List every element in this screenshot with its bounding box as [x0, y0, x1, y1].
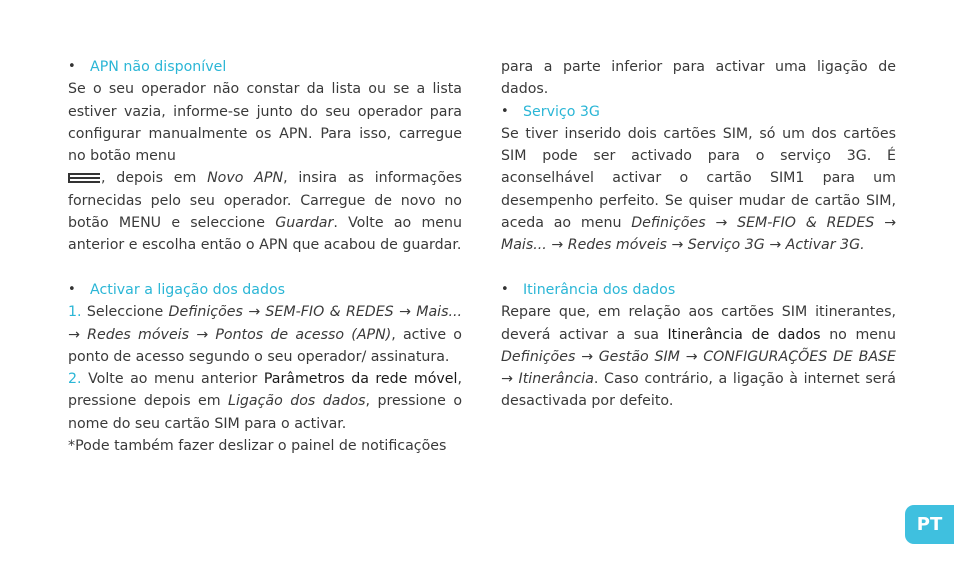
- text: . Volte ao menu anterior e escolha então o APN que acabou de guardar.: [68, 215, 463, 254]
- bullet: •: [68, 281, 76, 297]
- text: . Caso contrário, a ligação à internet será desactivada por defeito.: [501, 371, 896, 410]
- itin-heading-text: Itinerância dos dados: [523, 281, 676, 298]
- text: , active o ponto de acesso segundo o seu operador/ assinatura.: [68, 326, 462, 365]
- itin-paragraph: [501, 301, 896, 412]
- apn-heading-text: APN não disponível: [90, 59, 227, 75]
- left-column: [68, 56, 462, 457]
- continuation: para a parte inferior para activar uma ligação de dados.: [501, 59, 896, 98]
- step-1: [68, 301, 462, 368]
- menu-path: Definições → SEM-FIO & REDES → Mais... → Redes móveis → Pontos de acesso (APN): [68, 304, 463, 343]
- menu-icon: [68, 172, 100, 183]
- apn-heading: [68, 56, 462, 78]
- text: Repare que, em relação aos cartões SIM itinerantes, deverá activar a sua: [501, 304, 896, 343]
- bullet: •: [68, 59, 76, 74]
- dados-heading: [68, 279, 462, 301]
- step-number: 2.: [68, 371, 82, 388]
- dados-heading-text: Activar a ligação dos dados: [90, 281, 286, 298]
- language-tab: PT: [905, 505, 954, 544]
- novo-apn: Novo APN: [207, 170, 284, 187]
- apn-paragraph-1: Se o seu operador não constar da lista ou se a lista estiver vazia, informe-se junto do seu operador para configurar manualmente os APN. Para isso, carregue no botão menu: [68, 81, 462, 165]
- itin-heading: [501, 279, 896, 301]
- bullet: •: [501, 281, 509, 297]
- text: , insira as informações fornecidas pelo seu operador. Carregue de novo no botão MENU e seleccione: [68, 170, 462, 232]
- guardar: Guardar: [275, 215, 334, 232]
- servico-heading: [501, 101, 896, 123]
- ligacao-dados: Ligação dos dados: [228, 393, 366, 410]
- text: , pressione depois em: [68, 371, 462, 410]
- text: no menu: [820, 326, 897, 343]
- strong-text: Parâmetros da rede móvel: [263, 371, 458, 388]
- note: *Pode também fazer deslizar o painel de notificações: [68, 438, 447, 455]
- strong-text: Itinerância de dados: [667, 326, 821, 343]
- text: , pressione o nome do seu cartão SIM para o activar.: [68, 393, 463, 432]
- step-2: [68, 368, 462, 435]
- step-number: 1.: [68, 304, 82, 321]
- servico-heading-text: Serviço 3G: [523, 103, 600, 120]
- bullet: •: [501, 103, 509, 119]
- text: Seleccione: [81, 304, 169, 321]
- text: , depois em: [101, 170, 208, 187]
- text: Se tiver inserido dois cartões SIM, só um dos cartões SIM pode ser activado para o serviço 3G. É aconselhável activar o cartão SIM1 para um desempenho perfeito. Se quiser mudar de cartão SIM, aceda ao menu: [501, 125, 896, 232]
- apn-paragraph-2: [68, 167, 462, 256]
- menu-path: Definições → SEM-FIO & REDES → Mais... → Redes móveis → Serviço 3G → Activar 3G.: [501, 215, 896, 254]
- text: Volte ao menu anterior: [81, 371, 264, 388]
- menu-path: Definições → Gestão SIM → CONFIGURAÇÕES DE BASE → Itinerância: [501, 348, 896, 388]
- right-column: [501, 56, 896, 413]
- servico-paragraph: [501, 123, 896, 257]
